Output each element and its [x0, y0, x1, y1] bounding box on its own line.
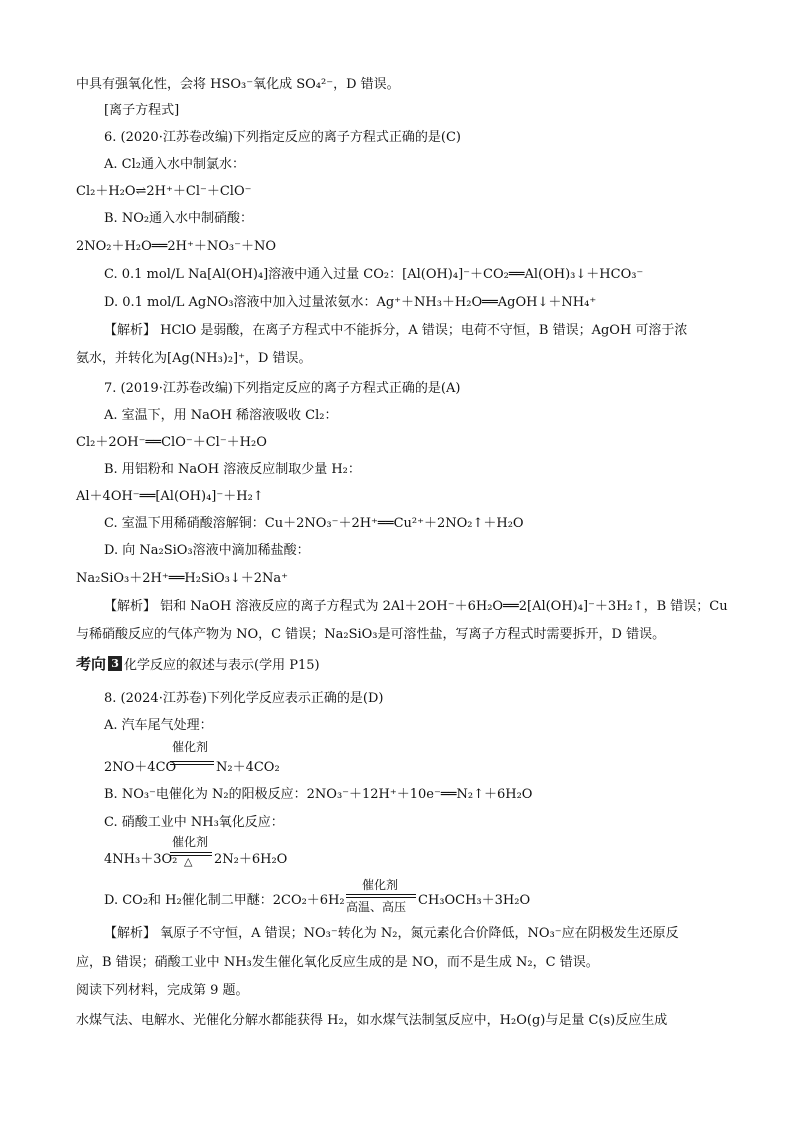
question-6: 6. (2020·江苏卷改编)下列指定反应的离子方程式正确的是(C)	[104, 130, 461, 145]
option-7d: D. 向 Na₂SiO₃溶液中滴加稀盐酸：	[104, 543, 310, 558]
equation-7a: Cl₂＋2OH⁻══ClO⁻＋Cl⁻＋H₂O	[76, 435, 267, 450]
equation-8a-left: 2NO＋4CO	[104, 760, 177, 775]
question-7: 7. (2019·江苏卷改编)下列指定反应的离子方程式正确的是(A)	[104, 381, 461, 396]
option-6a: A. Cl₂通入水中制氯水：	[104, 157, 245, 172]
option-7a: A. 室温下，用 NaOH 稀溶液吸收 Cl₂：	[104, 408, 338, 423]
option-8a: A. 汽车尾气处理：	[104, 718, 213, 733]
section-heading	[76, 653, 320, 674]
question-8: 8. (2024·江苏卷)下列化学反应表示正确的是(D)	[104, 691, 384, 706]
section-tag: [离子方程式]	[104, 103, 180, 118]
equation-7b: Al＋4OH⁻══[Al(OH)₄]⁻＋H₂↑	[76, 489, 264, 504]
option-7b: B. 用铝粉和 NaOH 溶液反应制取少量 H₂：	[104, 462, 361, 477]
reading-prompt: 阅读下列材料，完成第 9 题。	[76, 983, 249, 998]
text-line: 中具有强氧化性，会将 HSO₃⁻氧化成 SO₄²⁻，D 错误。	[76, 77, 400, 92]
option-6b: B. NO₂通入水中制硝酸：	[104, 211, 254, 226]
equation-6b: 2NO₂＋H₂O══2H⁺＋NO₃⁻＋NO	[76, 239, 276, 254]
option-7c: C. 室温下用稀硝酸溶解铜：Cu＋2NO₃⁻＋2H⁺══Cu²⁺＋2NO₂↑＋H₂O	[104, 516, 524, 531]
equation-7d: Na₂SiO₃＋2H⁺══H₂SiO₃↓＋2Na⁺	[76, 571, 289, 586]
equation-8c-right: 2N₂＋6H₂O	[214, 852, 288, 867]
equation-8a-right: N₂＋4CO₂	[216, 760, 280, 775]
equation-8d-condition-bottom: 高温、高压	[346, 900, 407, 914]
equation-6a: Cl₂＋H₂O⇌2H⁺＋Cl⁻＋ClO⁻	[76, 184, 252, 199]
equation-8a-condition: 催化剂	[172, 740, 209, 754]
option-6d: D. 0.1 mol/L AgNO₃溶液中加入过量浓氨水：Ag⁺＋NH₃＋H₂O══AgOH↓＋NH₄⁺	[104, 295, 597, 310]
section-label: 考向	[76, 655, 107, 673]
section-title: 化学反应的叙述与表示(学用 P15)	[124, 658, 320, 673]
analysis-6-line2: 氨水，并转化为[Ag(NH₃)₂]⁺，D 错误。	[76, 351, 312, 366]
equation-8a	[104, 756, 176, 775]
option-8d-right: CH₃OCH₃＋3H₂O	[418, 893, 531, 908]
equation-8c-condition-top: 催化剂	[172, 835, 209, 849]
material-text: 水煤气法、电解水、光催化分解水都能获得 H₂，如水煤气法制氢反应中，H₂O(g)与足量 C(s)反应生成	[76, 1013, 668, 1028]
option-8c: C. 硝酸工业中 NH₃氧化反应：	[104, 815, 284, 830]
analysis-8-line1: 【解析】 氧原子不守恒，A 错误；NO₃⁻转化为 N₂，氮元素化合价降低，NO₃⁻应在阴极发生还原反	[104, 926, 679, 941]
section-number-badge: 3	[108, 656, 122, 671]
equals-arrow	[170, 761, 214, 765]
analysis-7-line2: 与稀硝酸反应的气体产物为 NO，C 错误；Na₂SiO₃是可溶性盐，写离子方程式时需要拆开，D 错误。	[76, 627, 666, 642]
analysis-7-line1: 【解析】 铝和 NaOH 溶液反应的离子方程式为 2Al＋2OH⁻＋6H₂O══2[Al(OH)₄]⁻＋3H₂↑，B 错误；Cu	[104, 599, 728, 614]
equation-8d-condition-top: 催化剂	[362, 878, 399, 892]
equation-8c-left: 4NH₃＋3O₂	[104, 852, 178, 867]
analysis-8-line2: 应，B 错误；硝酸工业中 NH₃发生催化氧化反应生成的是 NO，而不是生成 N₂，C 错误。	[76, 955, 599, 970]
option-6c: C. 0.1 mol/L Na[Al(OH)₄]溶液中通入过量 CO₂：[Al(OH)₄]⁻＋CO₂══Al(OH)₃↓＋HCO₃⁻	[104, 267, 644, 282]
option-8b: B. NO₃⁻电催化为 N₂的阳极反应：2NO₃⁻＋12H⁺＋10e⁻══N₂↑＋6H₂O	[104, 787, 533, 802]
option-8d-left: D. CO₂和 H₂催化制二甲醚：2CO₂＋6H₂	[104, 893, 345, 908]
equation-8c-condition-bottom: △	[184, 855, 193, 868]
analysis-6-line1: 【解析】 HClO 是弱酸，在离子方程式中不能拆分，A 错误；电荷不守恒，B 错误；AgOH 可溶于浓	[104, 323, 688, 338]
